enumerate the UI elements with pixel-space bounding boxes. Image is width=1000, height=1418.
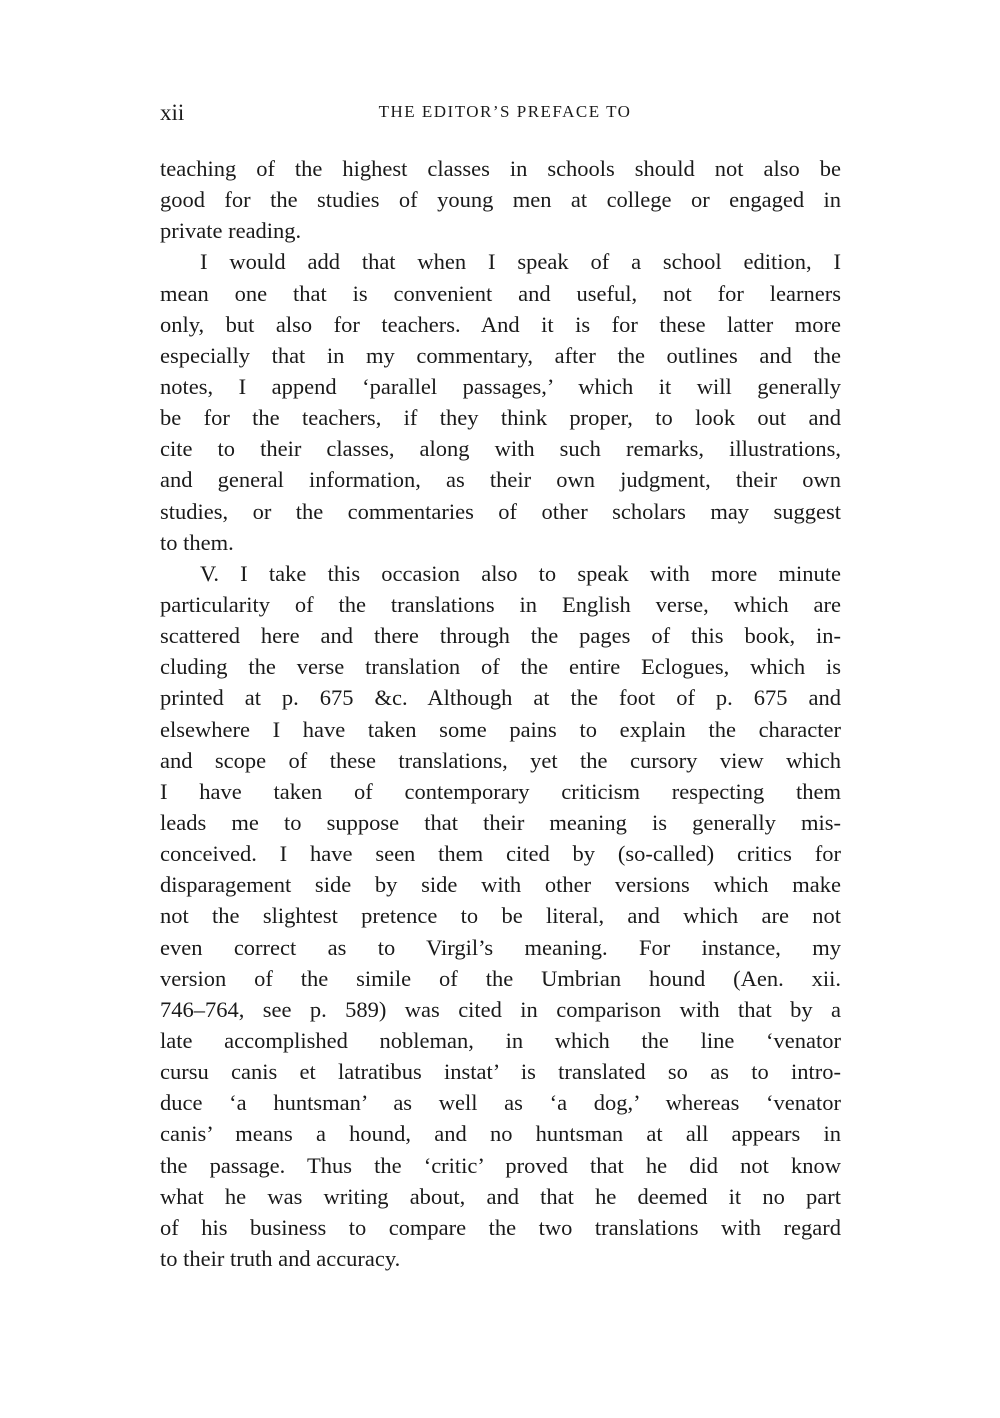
text-line: version of the simile of the Umbrian hound (Aen. xii. [160, 965, 841, 991]
text-line: good for the studies of young men at college or engaged in [160, 187, 841, 213]
text-line: conceived. I have seen them cited by (so-called) critics for [160, 841, 841, 867]
text-line: cluding the verse translation of the entire Eclogues, which is [160, 654, 841, 680]
text-line: private reading. [160, 218, 302, 244]
text-line: teaching of the highest classes in schools should not also be [160, 156, 841, 181]
text-line: the passage. Thus the ‘critic’ proved that he did not know [160, 1152, 841, 1178]
body-text [160, 153, 841, 1274]
text-line: cite to their classes, along with such remarks, illustrations, [160, 436, 841, 462]
text-line: studies, or the commentaries of other scholars may suggest [160, 498, 841, 524]
text-line: I would add that when I speak of a school edition, I [200, 249, 841, 275]
text-line: be for the teachers, if they think proper, to look out and [160, 405, 841, 431]
text-line: I have taken of contemporary criticism respecting them [160, 778, 841, 804]
text-line: particularity of the translations in English verse, which are [160, 591, 841, 617]
text-line: notes, I append ‘parallel passages,’ which it will generally [160, 373, 841, 399]
page-header [160, 100, 840, 130]
text-line: disparagement side by side with other versions which make [160, 872, 841, 898]
text-line: to them. [160, 529, 234, 555]
text-line: V. I take this occasion also to speak with more minute [200, 560, 841, 586]
text-line: canis’ means a hound, and no huntsman at all appears in [160, 1121, 841, 1147]
text-line: and scope of these translations, yet the cursory view which [160, 747, 841, 773]
text-line: and general information, as their own judgment, their own [160, 467, 841, 493]
text-line: especially that in my commentary, after the outlines and the [160, 342, 841, 368]
text-line: of his business to compare the two translations with regard [160, 1214, 841, 1240]
text-line: late accomplished nobleman, in which the line ‘venator [160, 1027, 841, 1053]
text-line: to their truth and accuracy. [160, 1245, 401, 1271]
text-line: 746–764, see p. 589) was cited in comparison with that by a [160, 996, 841, 1022]
text-line: scattered here and there through the pages of this book, in- [160, 623, 841, 649]
text-line: only, but also for teachers. And it is for these latter more [160, 311, 841, 337]
running-title: THE EDITOR’S PREFACE TO [378, 102, 632, 121]
page-number: xii [160, 100, 185, 125]
text-line: even correct as to Virgil’s meaning. For instance, my [160, 934, 841, 960]
text-line: duce ‘a huntsman’ as well as ‘a dog,’ whereas ‘venator [160, 1090, 841, 1116]
text-line: mean one that is convenient and useful, not for learners [160, 280, 841, 306]
text-line: printed at p. 675 &c. Although at the foot of p. 675 and [160, 685, 841, 711]
text-line: cursu canis et latratibus instat’ is translated so as to intro- [160, 1059, 841, 1085]
text-line: elsewhere I have taken some pains to explain the character [160, 716, 841, 742]
text-line: not the slightest pretence to be literal, and which are not [160, 903, 841, 929]
text-line: what he was writing about, and that he deemed it no part [160, 1183, 841, 1209]
text-line: leads me to suppose that their meaning is generally mis- [160, 809, 841, 835]
